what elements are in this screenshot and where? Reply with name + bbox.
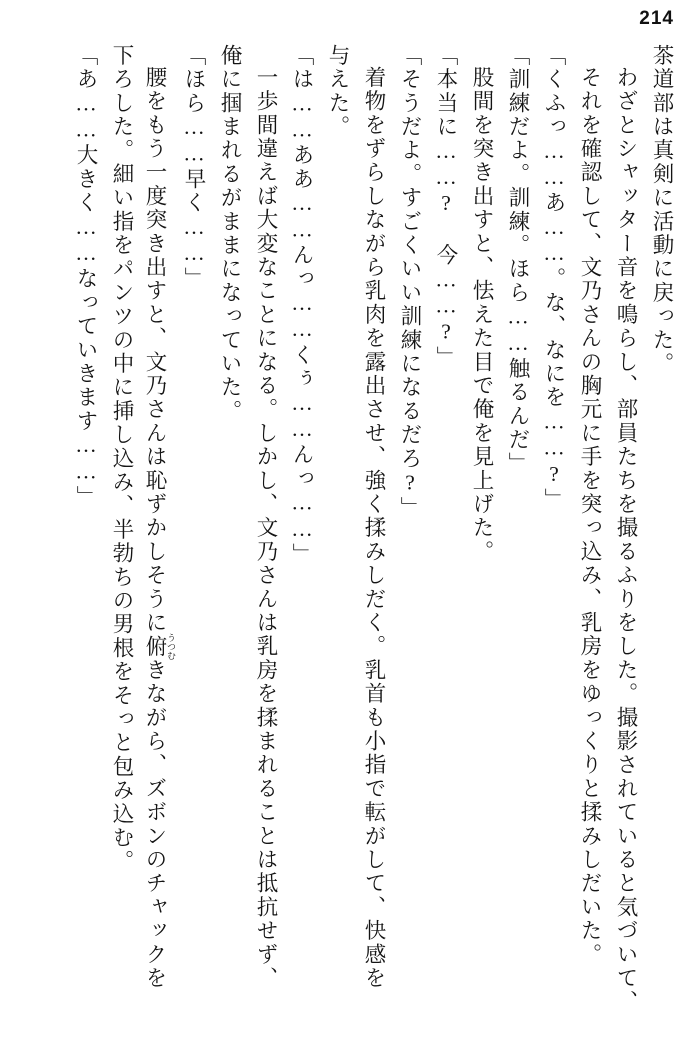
text-line: 「本当に……? 今……?」 [434, 44, 458, 370]
text-line: 着物をずらしながら乳肉を露出させ、強く揉みしだく。乳首も小指で転がして、快感を [362, 66, 386, 991]
body-text-block [20, 44, 680, 1029]
text-line: 茶道部は真剣に活動に戻った。 [650, 44, 674, 376]
text-line: 「くふっ……あ……。な、なにを……?」 [542, 44, 566, 512]
text-line: 与えた。 [326, 44, 350, 139]
text-line: 「あ……大きく……なっていきます……」 [74, 44, 98, 510]
text-line: 俺に掴まれるがままになっていた。 [218, 44, 242, 424]
text-line: 一歩間違えば大変なことになる。しかし、文乃さんは乳房を揉まれることは抵抗せず、 [254, 66, 278, 991]
text-line: 「ほら……早く……」 [182, 44, 206, 291]
text-line: それを確認して、文乃さんの胸元に手を突っ込み、乳房をゆっくりと揉みしだいた。 [578, 66, 602, 967]
ruby-annotation: 俯 うつむ [143, 633, 176, 661]
text-line: 「そうだよ。すごくいい訓練になるだろ?」 [398, 44, 422, 521]
text-line: 下ろした。細い指をパンツの中に挿し込み、半勃ちの男根をそっと包み込む。 [110, 44, 134, 874]
text-line: わざとシャッター音を鳴らし、部員たちを撮るふりをした。撮影されていると気づいて、 [614, 66, 638, 1014]
page-number: 214 [639, 8, 674, 29]
text-line: 「は……ああ……んっ……くぅ……んっ……」 [290, 44, 314, 567]
text-line: 股間を突き出すと、怯えた目で俺を見上げた。 [470, 66, 494, 564]
text-line-with-ruby: 腰をもう一度突き出すと、文乃さんは恥ずかしそうに俯 うつむきながら、ズボンのチャックを [143, 66, 176, 991]
text-line: 「訓練だよ。訓練。ほら……触るんだ」 [506, 44, 530, 476]
